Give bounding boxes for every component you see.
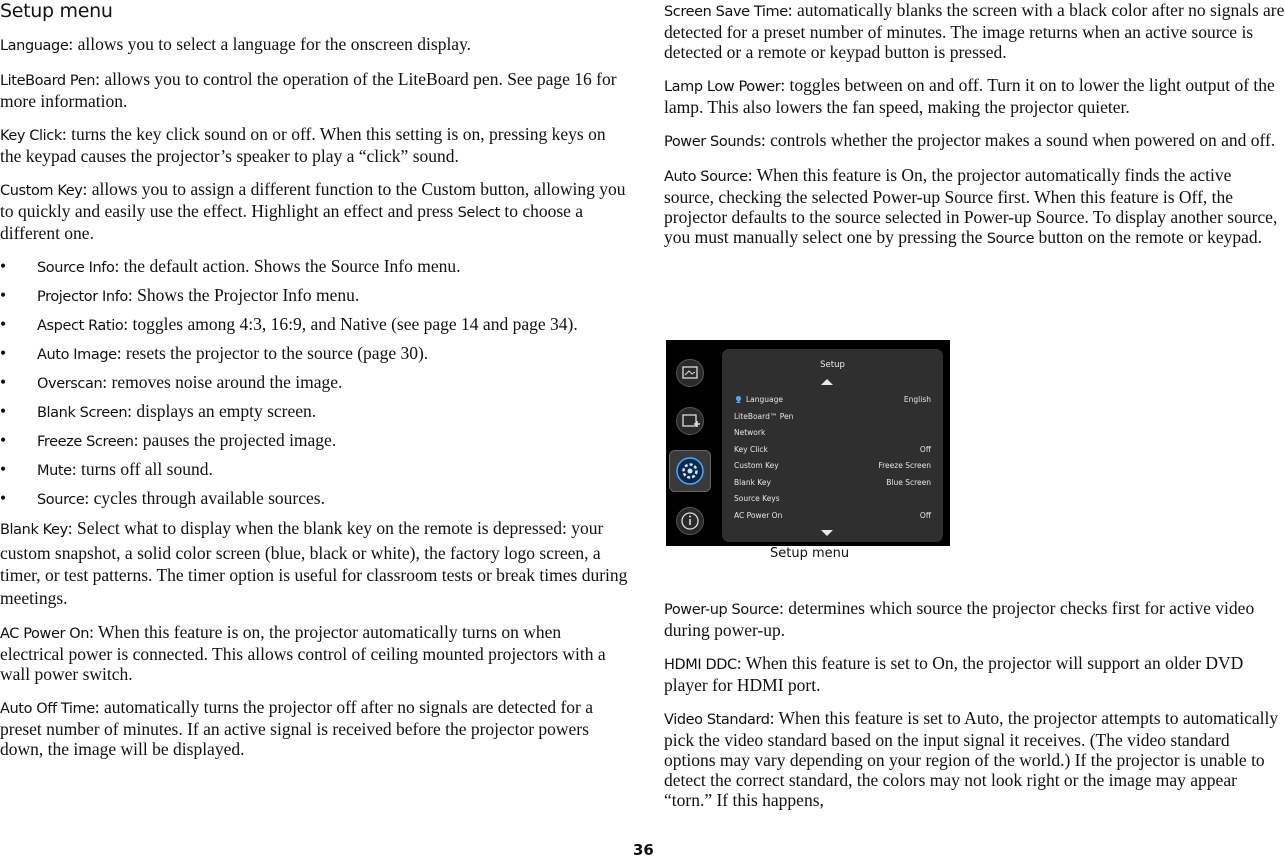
osd-row-language: Language English (734, 395, 931, 409)
right-column-top (664, 0, 1285, 262)
osd-row-blank-key: Blank Key Blue Screen (734, 477, 931, 487)
term-key-click: Key Click (0, 128, 62, 144)
gear-icon (669, 450, 711, 492)
screen-save-time-paragraph: Screen Save Time: automatically blanks the screen with a black color after no signals are detected for a preset number of minutes. The image returns when an active source is detected or a remote or keypad button is pressed. (664, 0, 1285, 62)
osd-row-network: Network (734, 428, 766, 437)
term-video-standard: Video Standard (664, 712, 770, 728)
info-icon (676, 507, 704, 535)
term-powerup-source: Power-up Source (664, 602, 779, 618)
term-custom-key: Custom Key (0, 183, 83, 199)
term-hdmi-ddc: HDMI DDC (664, 657, 737, 673)
list-item: • Overscan: removes noise around the image. (0, 372, 343, 392)
liteboard-pen-paragraph: LiteBoard Pen: allows you to control the operation of the LiteBoard pen. See page 16 for more information. (0, 69, 617, 111)
custom-key-options-list (0, 256, 628, 510)
list-item: • Auto Image: resets the projector to the source (page 30). (0, 343, 429, 363)
list-item: • Aspect Ratio: toggles among 4:3, 16:9, and Native (see page 14 and page 34). (0, 314, 578, 334)
term-power-sounds: Power Sounds (664, 134, 761, 150)
figure-caption: Setup menu (770, 546, 850, 561)
osd-panel-title: Setup (820, 360, 845, 370)
picture-plus-icon (676, 407, 704, 435)
right-column-bottom (664, 598, 1285, 823)
powerup-source-paragraph: Power-up Source: determines which source the projector checks first for active video during power-up. (664, 598, 1255, 640)
power-sounds-paragraph: Power Sounds: controls whether the projector makes a sound when powered on and off. (664, 130, 1276, 150)
list-item: • Projector Info: Shows the Projector Info menu. (0, 285, 360, 305)
blank-key-paragraph: Blank Key: Select what to display when the blank key on the remote is depressed: your custom snapshot, a solid color screen (blue, black or white), the factory logo screen, a timer, or test patterns. The timer option is useful for classroom tests or break times during meetings. (0, 518, 628, 608)
term-lamp-low-power: Lamp Low Power (664, 79, 781, 95)
lamp-low-power-paragraph: Lamp Low Power: toggles between on and off. Turn it on to lower the light output of the lamp. This also lowers the fan speed, making the projector quieter. (664, 75, 1275, 117)
list-item: • Source: cycles through available sources. (0, 488, 325, 508)
osd-row-liteboard-pen: LiteBoard™ Pen (734, 411, 794, 421)
language-marker-icon (734, 395, 743, 404)
osd-row-source-keys: Source Keys (734, 494, 780, 503)
term-select: Select (457, 205, 500, 221)
osd-setup-panel (722, 349, 943, 542)
osd-row-ac-power-on: AC Power On Off (734, 510, 931, 520)
osd-row-custom-key: Custom Key Freeze Screen (734, 461, 931, 470)
video-standard-paragraph: Video Standard: When this feature is set to Auto, the projector attempts to automatically pick the video standard based on the input signal it receives. (The video standard options may vary depending on your region of the world.) If the projector is unable to detect the correct standard, the colors may not look right or the image may appear “torn.” If this happens, (664, 708, 1279, 810)
osd-row-key-click: Key Click Off (734, 444, 931, 454)
osd-icon-column (666, 340, 714, 546)
language-paragraph: Language: allows you to select a language for the onscreen display. (0, 34, 472, 54)
term-ac-power-on: AC Power On (0, 626, 90, 642)
ac-power-on-paragraph: AC Power On: When this feature is on, the projector automatically turns on when electrical power is connected. This allows control of ceiling mounted projectors with a wall power switch. (0, 622, 606, 684)
term-blank-key: Blank Key (0, 522, 68, 538)
list-item: • Mute: turns off all sound. (0, 459, 213, 479)
scroll-up-arrow-icon (821, 379, 833, 385)
hdmi-ddc-paragraph: HDMI DDC: When this feature is set to On, the projector will support an older DVD player for HDMI port. (664, 653, 1244, 695)
setup-menu-screenshot (666, 340, 950, 546)
key-click-paragraph: Key Click: turns the key click sound on or off. When this setting is on, pressing keys on the keypad causes the projector’s speaker to play a “click” sound. (0, 124, 606, 166)
term-language: Language (0, 38, 69, 54)
custom-key-paragraph: Custom Key: allows you to assign a different function to the Custom button, allowing you to quickly and easily use the effect. Highlight an effect and press Select to choose a different one. (0, 179, 626, 243)
scroll-down-arrow-icon (821, 530, 833, 536)
term-auto-source: Auto Source (664, 169, 748, 185)
auto-off-time-paragraph: Auto Off Time: automatically turns the projector off after no signals are detected for a preset number of minutes. If an active signal is received before the projector powers down, the image will be displayed. (0, 697, 594, 759)
term-source: Source (986, 231, 1035, 247)
left-column (0, 34, 628, 772)
picture-icon (676, 359, 704, 387)
term-screen-save-time: Screen Save Time (664, 4, 788, 20)
list-item: • Freeze Screen: pauses the projected image. (0, 430, 337, 450)
page-title: Setup menu (0, 0, 113, 22)
term-auto-off-time: Auto Off Time (0, 701, 95, 717)
term-liteboard-pen: LiteBoard Pen (0, 73, 96, 89)
auto-source-paragraph: Auto Source: When this feature is On, the projector automatically finds the active source, checking the selected Power-up Source first. When this feature is Off, the projector defaults to the source selected in Power-up Source. To display another source, you must manually select one by pressing the Source button on the remote or keypad. (664, 165, 1278, 247)
page-number: 36 (633, 841, 654, 859)
list-item: • Blank Screen: displays an empty screen. (0, 401, 317, 421)
list-item: • Source Info: the default action. Shows the Source Info menu. (0, 256, 461, 276)
